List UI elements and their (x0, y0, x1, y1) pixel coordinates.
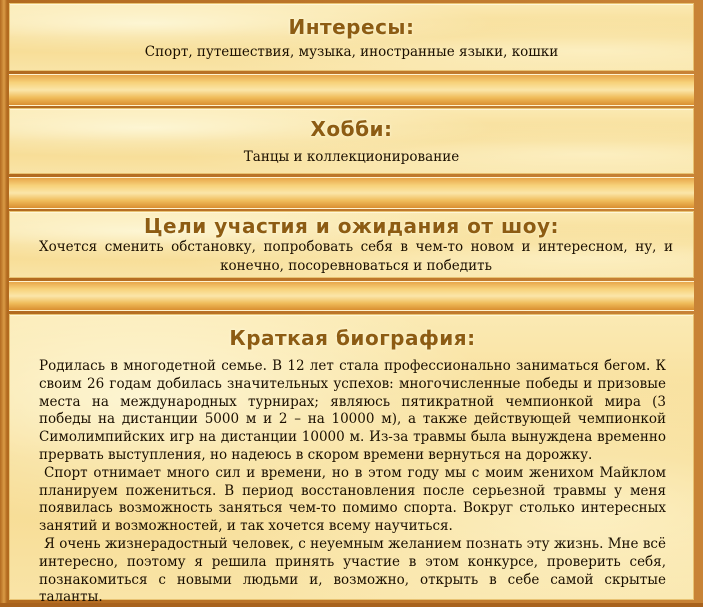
biography-paragraph: Родилась в многодетной семье. В 12 лет стала профессионально заниматься бегом. К своим 26 годам добилась значительных успехов: многочисленные победы и призовые места на международных турнирах; являюсь пятикратной чемпионкой мира (3 победы на дистанции 5000 м и 2 – на 10000 м), а также действующей чемпионкой Симолимпийских игр на дистанции 10000 м. Из-за травмы была вынуждена временно прервать выступления, но надеюсь в скором времени вернуться на дорожку. (39, 358, 666, 463)
interests-section (9, 3, 694, 71)
biography-section (9, 314, 694, 606)
goals-heading: Цели участия и ожидания от шоу: (143, 214, 559, 238)
divider-strip (9, 177, 694, 209)
biography-paragraph: Спорт отнимает много сил и времени, но в этом году мы с моим женихом Майклом планируем пожениться. В период восстановления после серьезной травмы у меня появилась возможность заняться чем-то помимо спорта. Вокруг столько интересных занятий и возможностей, и так хочется всему научиться. (39, 464, 666, 535)
hobby-text: Танцы и коллекционирование (243, 149, 460, 165)
divider-strip (9, 281, 694, 311)
interests-text: Спорт, путешествия, музыка, иностранные языки, кошки (144, 44, 559, 60)
biography-heading: Краткая биография: (229, 326, 476, 350)
divider-strip (9, 74, 694, 106)
hobby-heading: Хобби: (310, 117, 393, 141)
goals-text: Хочется сменить обстановку, попробовать себя в чем-то новом и интересном, ну, и конечно, посоревноваться и победить (39, 239, 673, 274)
hobby-section (9, 108, 694, 174)
biography-paragraph: Я очень жизнерадостный человек, с неуемным желанием познать эту жизнь. Мне всё интересно, поэтому я решила принять участие в этом конкурсе, проверить себя, познакомиться с новыми людьми и, возможно, открыть в себе самой скрытые таланты. (39, 535, 666, 606)
goals-section (9, 211, 694, 278)
interests-heading: Интересы: (288, 15, 415, 39)
